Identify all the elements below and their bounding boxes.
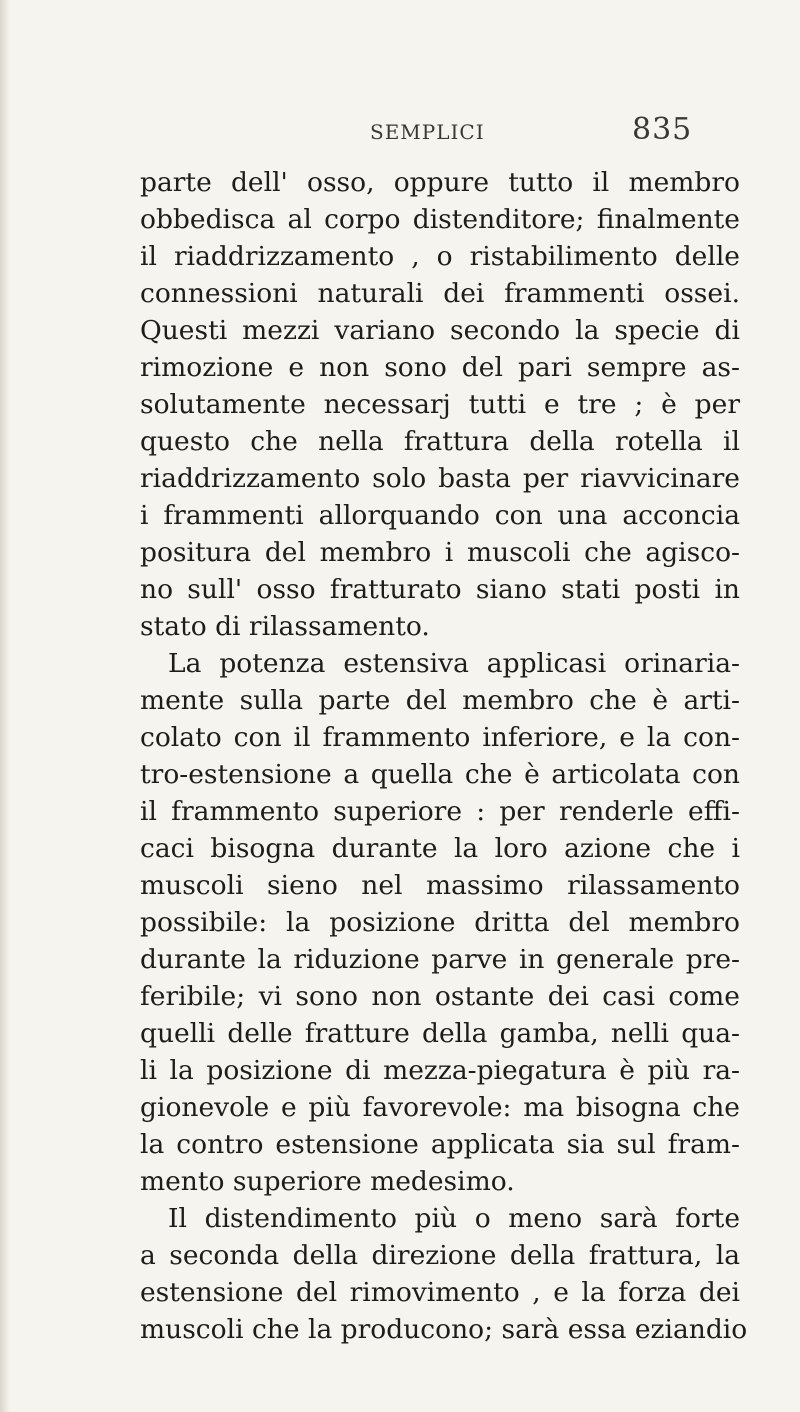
body-text: [140, 164, 748, 1348]
text-line: rimozione e non sono del pari sempre as-: [140, 352, 740, 383]
text-line: parte dell' osso, oppure tutto il membro: [140, 167, 740, 198]
text-line: mento superiore medesimo.: [140, 1166, 515, 1197]
text-line: stato di rilassamento.: [140, 611, 430, 642]
page-edge-shadow: [0, 0, 10, 1412]
text-line: colato con il frammento inferiore, e la con-: [140, 722, 740, 753]
text-line: mente sulla parte del membro che è arti-: [140, 685, 740, 716]
text-line: i frammenti allorquando con una acconcia: [140, 500, 740, 531]
text-line: estensione del rimovimento , e la forza dei: [140, 1277, 740, 1308]
text-line: li la posizione di mezza-piegatura è più ra-: [140, 1055, 740, 1086]
text-line: muscoli sieno nel massimo rilassamento: [140, 870, 740, 901]
text-line: obbedisca al corpo distenditore; finalmente: [140, 204, 740, 235]
text-line: muscoli che la producono; sarà essa eziandio: [140, 1314, 748, 1345]
text-line: la contro estensione applicata sia sul fram-: [140, 1129, 740, 1160]
text-line: il riaddrizzamento , o ristabilimento delle: [140, 241, 740, 272]
text-line: solutamente necessarj tutti e tre ; è per: [140, 389, 740, 420]
running-head: SEMPLICI: [370, 120, 485, 144]
page-header: [0, 112, 800, 152]
text-line: quelli delle fratture della gamba, nelli qua-: [140, 1018, 740, 1049]
text-line: feribile; vi sono non ostante dei casi come: [140, 981, 740, 1012]
text-line: positura del membro i muscoli che agisco-: [140, 537, 740, 568]
text-line: tro-estensione a quella che è articolata con: [140, 759, 740, 790]
text-line: no sull' osso fratturato siano stati posti in: [140, 574, 740, 605]
text-line: La potenza estensiva applicasi orinaria-: [168, 648, 740, 679]
text-line: il frammento superiore : per renderle effi-: [140, 796, 740, 827]
text-line: gionevole e più favorevole: ma bisogna che: [140, 1092, 740, 1123]
text-line: connessioni naturali dei frammenti ossei.: [140, 278, 740, 309]
text-line: possibile: la posizione dritta del membro: [140, 907, 740, 938]
text-line: Il distendimento più o meno sarà forte: [168, 1203, 740, 1234]
text-line: durante la riduzione parve in generale pre-: [140, 944, 740, 975]
page-number: 835: [632, 112, 693, 147]
text-line: Questi mezzi variano secondo la specie di: [140, 315, 740, 346]
text-line: a seconda della direzione della frattura, la: [140, 1240, 740, 1271]
text-line: questo che nella frattura della rotella il: [140, 426, 740, 457]
text-line: riaddrizzamento solo basta per riavvicinare: [140, 463, 740, 494]
text-line: caci bisogna durante la loro azione che i: [140, 833, 740, 864]
